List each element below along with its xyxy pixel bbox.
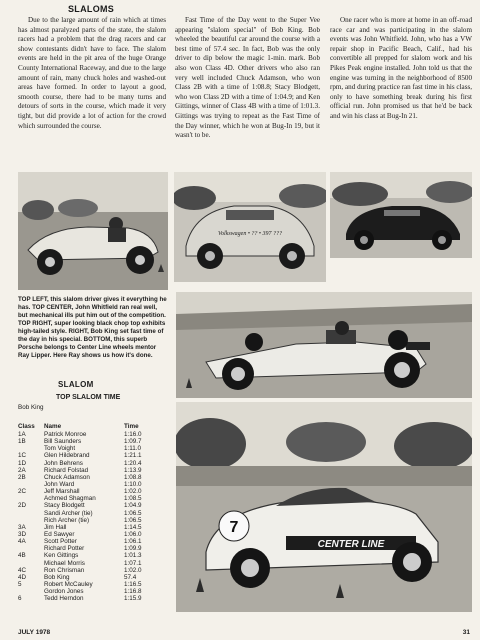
table-row — [18, 524, 188, 531]
results-table-title: TOP SLALOM TIME — [56, 394, 121, 401]
row-name: Ken Gittings — [44, 552, 79, 560]
footer-date: JULY 1978 — [18, 629, 51, 636]
row-class: 3D — [18, 530, 27, 538]
photo-super-vee — [176, 292, 472, 398]
row-time: 1:20.4 — [124, 459, 142, 467]
row-name: Glen Hildebrand — [44, 452, 90, 460]
row-name: Scott Potter — [44, 538, 77, 546]
article-column-2: Fast Time of the Day went to the Super Vee appearing "slalom special" of Bob King. Bob wheeled the beautiful car around the course with a best time of 57.4 sec. In fact, Bob was the only driver to dip below the magic 1-min. mark. Bob also won Class 4D. Other drivers who also ran very well included Chuck Adamson, who won Class 2B with a time of 1:08.8; Stacy Blodgett, who won Class 2D with a time of 1:04.9; and Ken Gittings, winner of Class 4B with a time of 1:01.3. Gittings was trying to repeat as the Fast Time of the Day winner, which he won at Bug-In 19, but it wasn't to be. — [175, 16, 320, 140]
row-time: 1:11.0 — [124, 445, 142, 453]
porsche-side-lettering: CENTER LINE — [317, 539, 385, 550]
row-class — [18, 588, 44, 595]
row-name: Jeff Marshall — [44, 488, 80, 496]
section-heading-slaloms: SLALOMS — [68, 4, 115, 14]
row-time: 1:14.5 — [124, 523, 142, 531]
row-time: 1:08.5 — [124, 495, 142, 503]
table-row — [18, 581, 188, 588]
row-class — [18, 445, 44, 452]
row-name: Jim Hall — [44, 523, 67, 531]
row-time: 1:16.8 — [124, 588, 142, 596]
row-name: Ron Chrisman — [44, 566, 85, 574]
row-time: 1:07.1 — [124, 559, 142, 567]
row-time: 1:13.9 — [124, 466, 142, 474]
row-time: 1:16.0 — [124, 431, 142, 438]
row-class: 4A — [18, 538, 26, 546]
header-time: Time — [124, 423, 139, 430]
table-row — [18, 481, 188, 488]
photo-caption: TOP LEFT, this slalom driver gives it everything he has. TOP CENTER, John Whitfield ran real well, but mechanical ills put him out of the competition. TOP RIGHT, super looking black chop top exhibits high-tailed style. RIGHT, Bob King set fast time of the day in his special. BOTTOM, this superb Porsche belongs to Center Line wheels mentor Ray Lipper. Here Ray shows us how it's done. — [18, 296, 167, 359]
row-class: 1A — [18, 431, 26, 438]
row-name: Richard Folstad — [44, 466, 89, 474]
table-row — [18, 574, 188, 581]
results-table — [18, 404, 188, 602]
table-row — [18, 467, 188, 474]
row-class: 4B — [18, 552, 26, 560]
table-row — [18, 531, 188, 538]
top-time-name: Bob King — [18, 404, 44, 411]
row-class — [18, 517, 44, 524]
table-row — [18, 560, 188, 567]
row-time: 1:01.3 — [124, 552, 142, 560]
row-name: Michael Morris — [44, 559, 85, 567]
table-row — [18, 595, 188, 602]
footer-page-number: 31 — [462, 629, 470, 636]
row-time: 1:21.1 — [124, 452, 142, 460]
row-class: 4C — [18, 566, 27, 574]
row-class: 2B — [18, 473, 26, 481]
row-class: 6 — [18, 595, 22, 603]
table-row — [18, 474, 188, 481]
row-name: Tom Voight — [44, 445, 76, 453]
row-class: 1D — [18, 459, 27, 467]
row-name: Richard Potter — [44, 545, 85, 553]
slalom-heading: SLALOM — [58, 380, 94, 389]
row-time: 1:08.8 — [124, 473, 142, 481]
row-time: 1:06.5 — [124, 509, 142, 517]
table-row — [18, 517, 188, 524]
photo-porsche — [176, 402, 472, 612]
article-column-1: Due to the large amount of rain which at times has almost paralyzed parts of the state, the slalom racers had a problem that the drag racers and car show contestants didn't have to face. The slalom events are held in the pit area of the huge Orange County International Raceway, and due to the large amount of rain, many chuck holes and washed-out areas have formed. In order to layout a good, smooth course, there had to be many turns and detours of sorts in the course, which made it very tight, but did provide a lot of action for the crowd which surrounded the course. — [18, 16, 166, 130]
table-body — [18, 431, 188, 602]
table-row — [18, 438, 188, 445]
row-name: Bill Saunders — [44, 438, 82, 446]
row-name: Chuck Adamson — [44, 473, 90, 481]
photo-vw-convertible — [174, 172, 326, 282]
row-name: Ed Sawyer — [44, 530, 75, 538]
row-time: 1:06.5 — [124, 516, 142, 524]
table-row — [18, 460, 188, 467]
table-row — [18, 588, 188, 595]
vw-door-lettering: Volkswagen • ?? • 397 ??? — [217, 231, 283, 237]
row-class: 4D — [18, 573, 27, 581]
article-column-3: One racer who is more at home in an off-road race car and was participating in the slalom events was John Whitfield. John, who has a VW repair shop in Pacific Beach, Calif., had his convertible all prepped for slalom work and his Pikes Peak engine installed. John told us that the engine was turning in the neighborhood of 8500 rpm, and during practice ran fast time in his class, only to have something break during his first official run. John promised us that he'd be back and win his class at Bug-In 21. — [330, 16, 472, 120]
row-name: Rich Archer (tie) — [44, 516, 90, 524]
row-class — [18, 481, 44, 488]
row-name: Tedd Herndon — [44, 595, 84, 603]
row-class — [18, 545, 44, 552]
row-time: 1:06.1 — [124, 538, 142, 546]
row-name: Robert McCauley — [44, 580, 93, 588]
row-time: 1:04.9 — [124, 502, 142, 510]
row-name: Sandi Archer (tie) — [44, 509, 93, 517]
row-name: Gordon Jones — [44, 588, 84, 596]
header-class: Class — [18, 423, 35, 430]
table-row — [18, 445, 188, 452]
table-header — [18, 423, 188, 431]
row-time: 1:10.0 — [124, 480, 142, 488]
table-row — [18, 502, 188, 509]
row-class — [18, 510, 44, 517]
row-class: 2D — [18, 502, 27, 510]
row-class: 2A — [18, 466, 26, 474]
top-time-row — [18, 404, 188, 413]
table-row — [18, 510, 188, 517]
row-time: 57.4 — [124, 573, 137, 581]
row-time: 1:06.0 — [124, 530, 142, 538]
table-row — [18, 567, 188, 574]
photo-dune-buggy — [18, 172, 168, 290]
porsche-race-number: 7 — [229, 519, 239, 536]
row-name: Achmed Shagman — [44, 495, 96, 503]
row-class — [18, 560, 44, 567]
row-name: John Behrens — [44, 459, 83, 467]
row-time: 1:09.9 — [124, 545, 142, 553]
row-class: 1B — [18, 438, 26, 446]
row-time: 1:02.0 — [124, 488, 142, 496]
table-row — [18, 452, 188, 459]
row-time: 1:02.0 — [124, 566, 142, 574]
table-row — [18, 495, 188, 502]
row-class: 5 — [18, 580, 22, 588]
row-time: 1:09.7 — [124, 438, 142, 446]
row-class: 2C — [18, 488, 27, 496]
row-class — [18, 495, 44, 502]
row-name: Stacy Blodgett — [44, 502, 85, 510]
table-row — [18, 488, 188, 495]
row-name: John Ward — [44, 480, 75, 488]
table-row — [18, 545, 188, 552]
row-class: 1C — [18, 452, 27, 460]
row-name: Bob King — [44, 573, 70, 581]
photo-chop-top — [330, 172, 472, 258]
row-time: 1:16.5 — [124, 580, 142, 588]
row-name: Patrick Monroe — [44, 431, 87, 438]
header-name: Name — [44, 423, 62, 430]
row-class: 3A — [18, 523, 26, 531]
table-row — [18, 431, 188, 438]
table-row — [18, 538, 188, 545]
row-time: 1:15.9 — [124, 595, 142, 603]
table-row — [18, 552, 188, 559]
